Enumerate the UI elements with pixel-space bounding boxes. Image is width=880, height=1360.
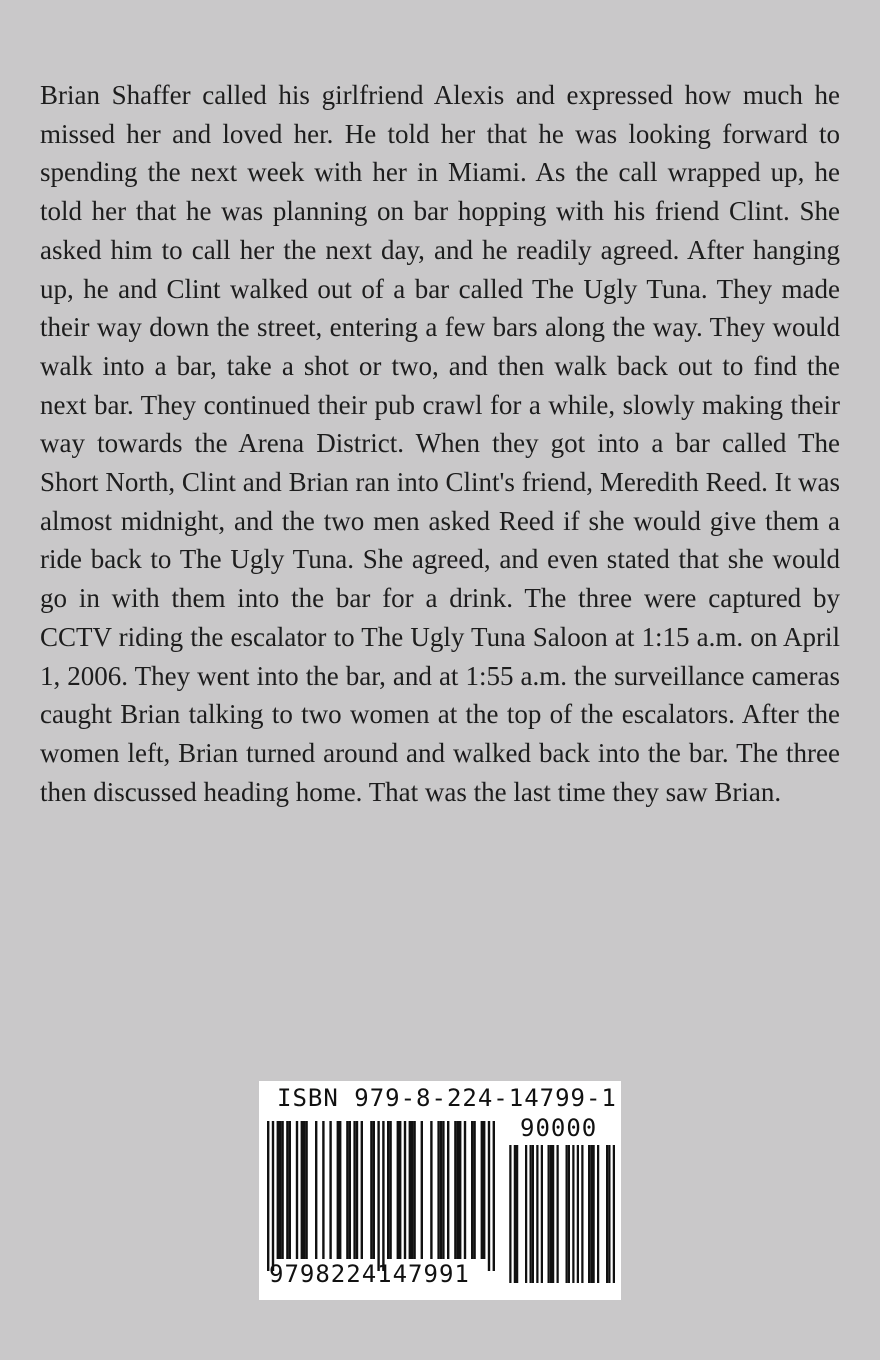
barcode-bar bbox=[430, 1121, 432, 1259]
barcode-bar bbox=[349, 1121, 351, 1259]
barcode-bar bbox=[329, 1121, 331, 1259]
barcode-bar bbox=[387, 1121, 389, 1259]
barcode-bar bbox=[322, 1121, 324, 1259]
addon-bar bbox=[590, 1145, 592, 1283]
barcode-bar bbox=[481, 1121, 483, 1259]
barcode-bar bbox=[339, 1121, 341, 1259]
addon-bar bbox=[530, 1145, 532, 1283]
barcode-bar bbox=[493, 1121, 495, 1271]
addon-bar bbox=[593, 1145, 595, 1283]
barcode-bar bbox=[296, 1121, 298, 1259]
barcode-bar bbox=[421, 1121, 423, 1259]
barcode-bar bbox=[459, 1121, 461, 1259]
barcode-bar bbox=[411, 1121, 413, 1259]
barcode-bar bbox=[454, 1121, 456, 1259]
addon-bar bbox=[541, 1145, 543, 1283]
barcode-bar bbox=[447, 1121, 449, 1259]
addon-barcode-bars bbox=[507, 1145, 615, 1283]
barcode-bar bbox=[389, 1121, 391, 1259]
price-code: 90000 bbox=[520, 1114, 598, 1142]
addon-bar bbox=[532, 1145, 534, 1283]
barcode-bar bbox=[370, 1121, 372, 1259]
addon-bar bbox=[525, 1145, 527, 1283]
barcode-bar bbox=[353, 1121, 355, 1259]
blurb-text: Brian Shaffer called his girlfriend Alexis and expressed how much he missed her and loved her. He told her that he was looking forward to spending the next week with her in Miami. As the call wrapped up, he told her that he was planning on bar hopping with his friend Clint. She asked him to call her the next day, and he readily agreed. After hanging up, he and Clint walked out of a bar called The Ugly Tuna. They made their way down the street, entering a few bars along the way. They would walk into a bar, take a shot or two, and then walk back out to find the next bar. They continued their pub crawl for a while, slowly making their way towards the Arena District. When they got into a bar called The Short North, Clint and Brian ran into Clint's friend, Meredith Reed. It was almost midnight, and the two men asked Reed if she would give them a ride back to The Ugly Tuna. She agreed, and even stated that she would go in with them into the bar for a drink. The three were captured by CCTV riding the escalator to The Ugly Tuna Saloon at 1:15 a.m. on April 1, 2006. They went into the bar, and at 1:55 a.m. the surveillance cameras caught Brian talking to two women at the top of the escalators. After the women left, Brian turned around and walked back into the bar. The three then discussed heading home. That was the last time they saw Brian. bbox=[40, 80, 840, 807]
addon-bar bbox=[613, 1145, 615, 1283]
barcode-bar bbox=[488, 1121, 490, 1271]
barcode-bar bbox=[397, 1121, 399, 1259]
addon-bar bbox=[572, 1145, 574, 1283]
addon-bar bbox=[577, 1145, 579, 1283]
barcode-bar bbox=[404, 1121, 406, 1259]
barcode-bar bbox=[281, 1121, 283, 1259]
barcode-bar bbox=[382, 1121, 384, 1271]
barcode-bar bbox=[356, 1121, 358, 1259]
barcode-bar bbox=[301, 1121, 303, 1259]
addon-bar bbox=[552, 1145, 554, 1283]
addon-bar bbox=[516, 1145, 518, 1283]
addon-bar bbox=[566, 1145, 568, 1283]
isbn-label: ISBN 979-8-224-14799-1 bbox=[277, 1084, 617, 1112]
barcode-bar bbox=[267, 1121, 269, 1271]
barcode-bar bbox=[272, 1121, 274, 1271]
barcode-bar bbox=[373, 1121, 375, 1259]
barcode-bar bbox=[277, 1121, 279, 1259]
addon-bar bbox=[608, 1145, 610, 1283]
barcode-bar bbox=[473, 1121, 475, 1259]
barcode-bars bbox=[267, 1121, 495, 1271]
addon-bar bbox=[548, 1145, 550, 1283]
addon-bar bbox=[550, 1145, 552, 1283]
barcode-bar bbox=[442, 1121, 444, 1259]
barcode-bar bbox=[377, 1121, 379, 1271]
barcode-bar bbox=[315, 1121, 317, 1259]
addon-bar bbox=[557, 1145, 559, 1283]
barcode-bar bbox=[483, 1121, 485, 1259]
barcode-bar bbox=[399, 1121, 401, 1259]
addon-bar bbox=[606, 1145, 608, 1283]
barcode-bar bbox=[464, 1121, 466, 1259]
addon-bar bbox=[536, 1145, 538, 1283]
barcode-bar bbox=[471, 1121, 473, 1259]
addon-bar bbox=[597, 1145, 599, 1283]
addon-bar bbox=[588, 1145, 590, 1283]
barcode-bar bbox=[437, 1121, 439, 1259]
barcode-bar bbox=[440, 1121, 442, 1259]
barcode-bar bbox=[409, 1121, 411, 1259]
isbn-barcode bbox=[259, 1081, 621, 1300]
barcode-bar bbox=[286, 1121, 288, 1259]
barcode-bar bbox=[279, 1121, 281, 1259]
barcode-bar bbox=[337, 1121, 339, 1259]
barcode-bar bbox=[305, 1121, 307, 1259]
barcode-bar bbox=[361, 1121, 363, 1259]
barcode-bar bbox=[346, 1121, 348, 1259]
addon-bar bbox=[509, 1145, 511, 1283]
barcode-bar bbox=[289, 1121, 291, 1259]
addon-bar bbox=[581, 1145, 583, 1283]
barcode-bar bbox=[457, 1121, 459, 1259]
barcode-bar bbox=[303, 1121, 305, 1259]
barcode-digits: 9798224147991 bbox=[269, 1260, 470, 1288]
addon-bar bbox=[568, 1145, 570, 1283]
addon-bar bbox=[514, 1145, 516, 1283]
barcode-bar bbox=[413, 1121, 415, 1259]
